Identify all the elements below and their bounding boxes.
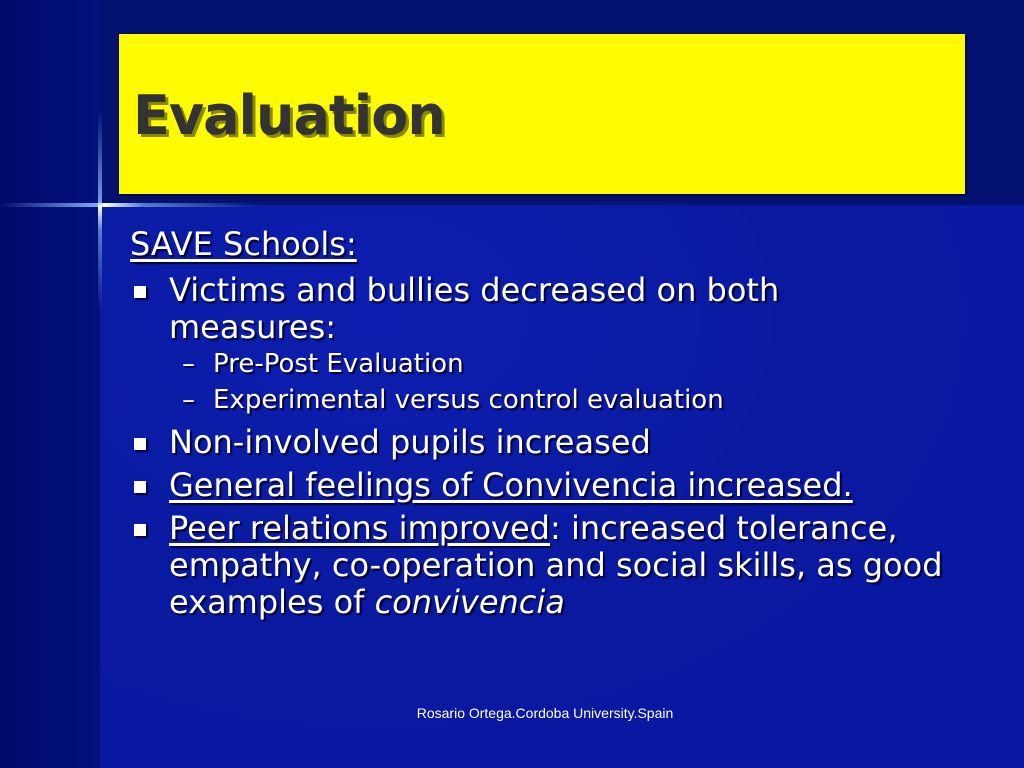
dash-marker: – bbox=[182, 349, 195, 379]
slide-content bbox=[130, 222, 950, 621]
slide-footer: Rosario Ortega.Cordoba University.Spain bbox=[416, 705, 674, 721]
sub-bullet-pre-post bbox=[130, 346, 950, 382]
bullet-non-involved bbox=[130, 424, 950, 461]
peer-relations-link[interactable]: Peer relations improved bbox=[169, 509, 550, 547]
sub-bullet-experimental bbox=[130, 382, 950, 418]
bullet-text: : increased tolerance, empathy, co-operation and social skills, as good examples of bbox=[169, 509, 943, 621]
bullet-text: Victims and bullies decreased on both measures: bbox=[169, 271, 780, 346]
slide-title: Evaluation bbox=[133, 84, 445, 147]
sub-bullet-text: Experimental versus control evaluation bbox=[213, 385, 724, 415]
square-bullet-icon bbox=[134, 438, 146, 450]
bullet-text: Non-involved pupils increased bbox=[169, 423, 651, 461]
vertical-glow-line bbox=[98, 110, 102, 310]
convivencia-link[interactable]: General feelings of Convivencia increased. bbox=[169, 466, 853, 504]
bullet-peer-relations bbox=[130, 510, 950, 621]
title-box bbox=[119, 34, 965, 194]
dash-marker: – bbox=[182, 385, 195, 415]
square-bullet-icon bbox=[134, 481, 146, 493]
left-background-band bbox=[0, 0, 100, 768]
square-bullet-icon bbox=[134, 524, 146, 536]
horizontal-glow-line bbox=[0, 203, 260, 207]
section-heading: SAVE Schools: bbox=[130, 225, 357, 263]
bullet-victims-bullies bbox=[130, 272, 950, 346]
convivencia-italic: convivencia bbox=[374, 583, 565, 621]
bullet-convivencia bbox=[130, 467, 950, 504]
sub-bullet-text: Pre-Post Evaluation bbox=[213, 349, 464, 379]
square-bullet-icon bbox=[134, 286, 146, 298]
